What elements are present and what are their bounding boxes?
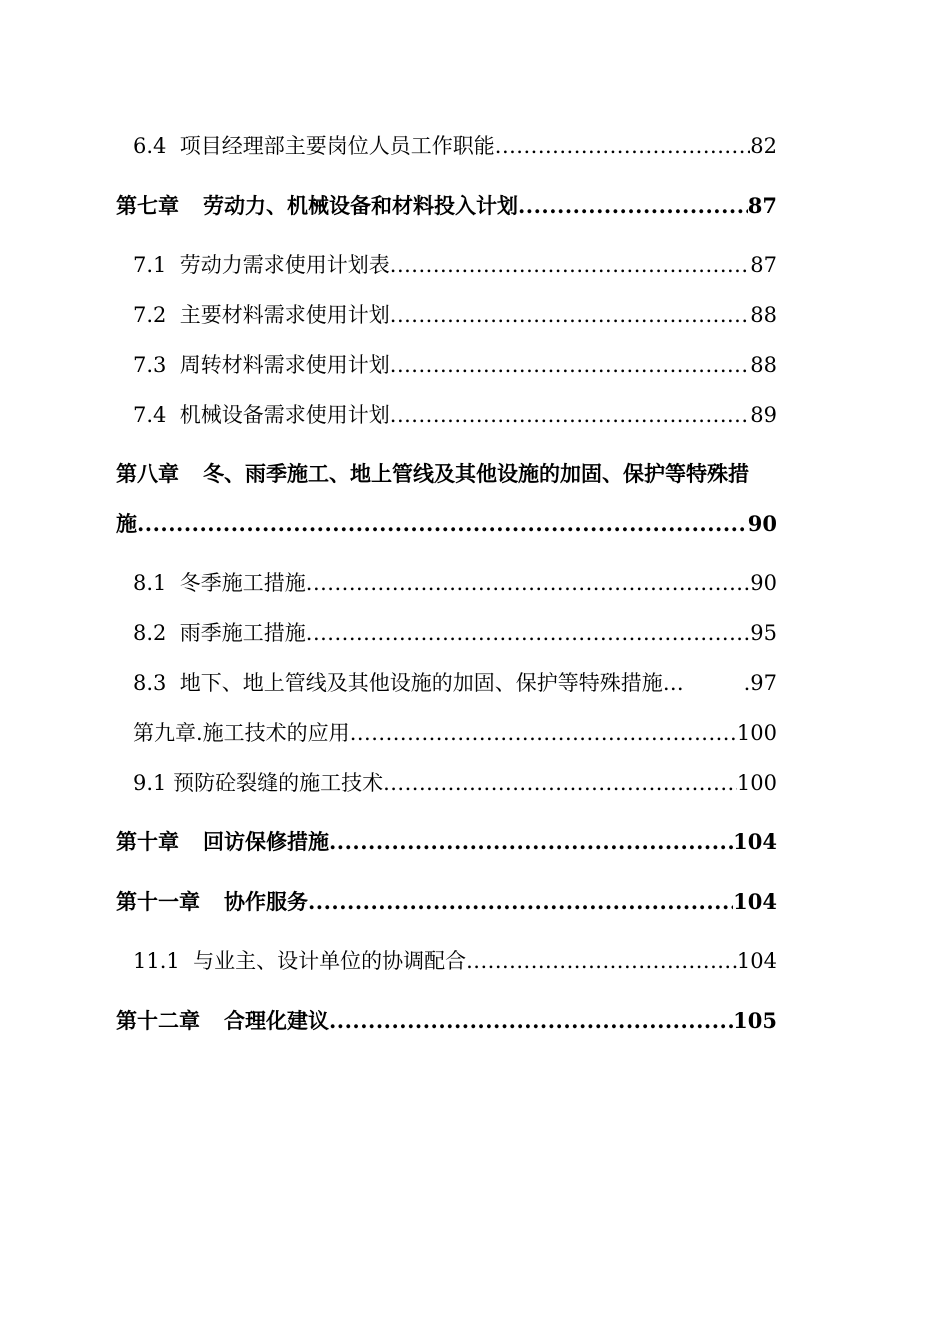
toc-page-number: 100: [736, 721, 777, 745]
toc-entry-11-1[interactable]: [133, 945, 777, 975]
toc-entry-title: 6.4 项目经理部主要岗位人员工作职能: [133, 134, 495, 158]
toc-page-number: 90: [750, 571, 777, 595]
toc-entry-8-2[interactable]: [133, 617, 777, 647]
toc-entry-title: 8.2 雨季施工措施: [133, 621, 306, 645]
toc-leader-dots: [308, 889, 733, 914]
toc-leader-dots: [390, 253, 751, 277]
toc-page-number: 87: [747, 193, 777, 218]
toc-entry-title: 8.1 冬季施工措施: [133, 571, 306, 595]
toc-entry-7-2[interactable]: [133, 299, 777, 329]
toc-page-number: 88: [750, 303, 777, 327]
toc-entry-title: 7.3 周转材料需求使用计划: [133, 353, 390, 377]
toc-chapter-title: 第十一章 协作服务: [116, 889, 308, 914]
toc-entry-title: 9.1 预防砼裂缝的施工技术: [133, 771, 384, 795]
toc-page-number: 82: [750, 134, 777, 158]
toc-leader-dots: [390, 403, 751, 427]
toc-entry-7-4[interactable]: [133, 399, 777, 429]
toc-chapter-8-line2[interactable]: [116, 508, 777, 538]
toc-chapter-title: 冬、雨季施工、地上管线及其他设施的加固、保护等特殊措: [203, 461, 749, 486]
toc-leader-dots: [329, 1008, 733, 1033]
toc-entry-title: 7.1 劳动力需求使用计划表: [133, 253, 390, 277]
toc-entry-title: 第九章.施工技术的应用: [133, 721, 350, 745]
toc-leader-dots: [390, 353, 751, 377]
toc-leader-dots: [390, 303, 751, 327]
toc-chapter-12[interactable]: [116, 1005, 777, 1035]
toc-leader-dots: [306, 571, 751, 595]
toc-page-number: 105: [733, 1008, 777, 1033]
toc-page-number: 95: [750, 621, 777, 645]
toc-chapter-label: 第八章: [116, 461, 179, 486]
toc-leader-dots: [329, 829, 733, 854]
toc-entry-7-3[interactable]: [133, 349, 777, 379]
toc-leader-dots: [306, 621, 751, 645]
toc-page-number: 104: [736, 949, 777, 973]
toc-leader-dots: [383, 771, 737, 795]
toc-entry-8-1[interactable]: [133, 567, 777, 597]
toc-chapter-11[interactable]: [116, 886, 777, 916]
toc-leader-dots: [466, 949, 737, 973]
toc-leader-dots: [137, 511, 748, 536]
toc-entry-title: 11.1 与业主、设计单位的协调配合: [133, 949, 467, 973]
toc-chapter-title-cont: 施: [116, 511, 137, 536]
toc-leader-dots: [495, 134, 751, 158]
toc-page-number: 87: [750, 253, 777, 277]
toc-entry-title: 8.3 地下、地上管线及其他设施的加固、保护等特殊措施…: [133, 671, 684, 695]
toc-page-number: 104: [733, 829, 777, 854]
toc-entry-title: 7.4 机械设备需求使用计划: [133, 403, 390, 427]
toc-entry-7-1[interactable]: [133, 249, 777, 279]
toc-chapter-7[interactable]: [116, 190, 777, 220]
toc-entry-9-1[interactable]: [133, 767, 777, 797]
toc-entry-6-4[interactable]: [133, 130, 777, 160]
toc-entry-8-3[interactable]: [133, 667, 777, 697]
toc-page-number: 88: [750, 353, 777, 377]
toc-chapter-title: 第十章 回访保修措施: [116, 829, 329, 854]
toc-page-number: 104: [733, 889, 777, 914]
toc-chapter-title: 第十二章 合理化建议: [116, 1008, 329, 1033]
toc-entry-title: 7.2 主要材料需求使用计划: [133, 303, 390, 327]
toc-page-number: 89: [750, 403, 777, 427]
toc-chapter-9[interactable]: [133, 717, 777, 747]
toc-chapter-10[interactable]: [116, 826, 777, 856]
toc-chapter-8-line1[interactable]: [116, 458, 749, 488]
toc-page-number: 100: [736, 771, 777, 795]
toc-chapter-title: 第七章 劳动力、机械设备和材料投入计划: [116, 193, 518, 218]
toc-leader-dots: [518, 193, 748, 218]
toc-leader-dots: [350, 721, 737, 745]
toc-page-number: .97: [743, 671, 777, 695]
toc-page-number: 90: [747, 511, 777, 536]
